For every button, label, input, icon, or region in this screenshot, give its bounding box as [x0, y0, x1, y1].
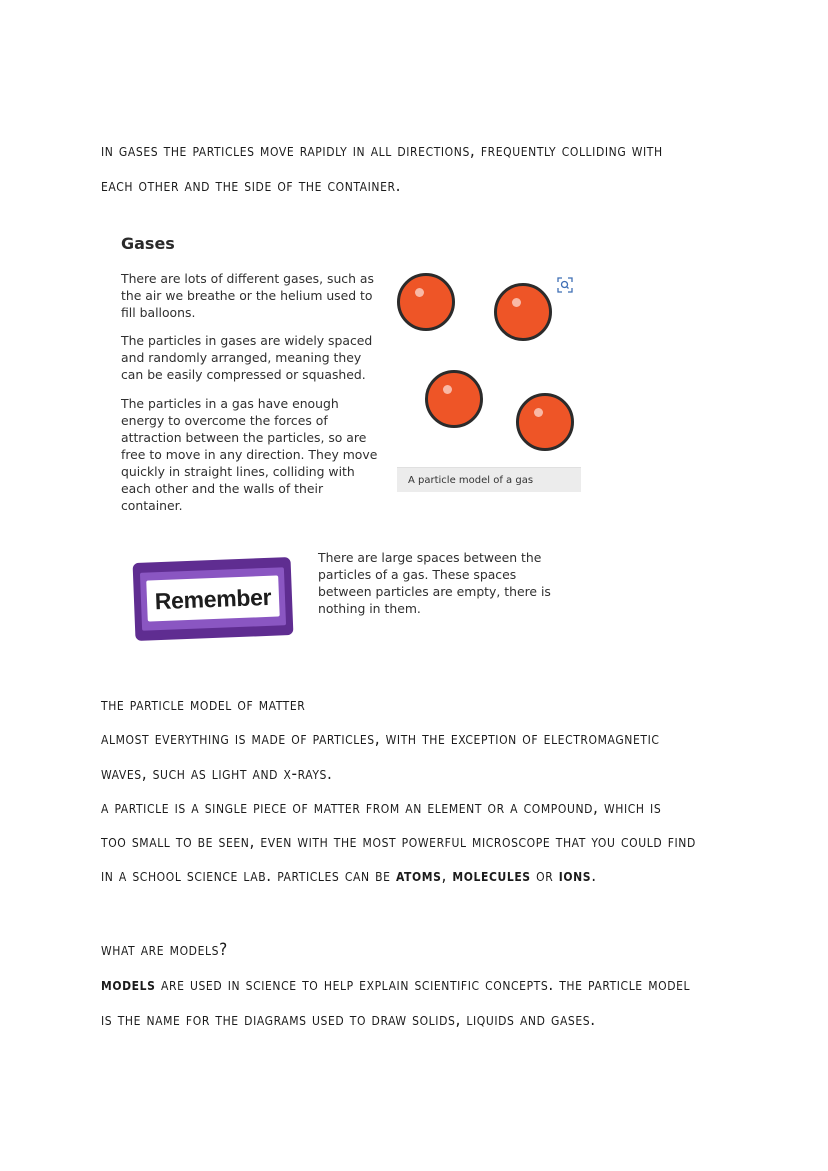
term-models: models	[101, 975, 156, 995]
gases-panel-title: Gases	[121, 234, 175, 253]
particle-model-line-4: too small to be seen, even with the most powerful microscope that you could find	[101, 832, 696, 852]
particle-model-line-2: waves, such as light and x-rays.	[101, 764, 333, 784]
line-5-text: in a school science lab. particles can be	[101, 866, 396, 886]
term-ions: ions	[558, 866, 592, 886]
gas-particle	[494, 283, 552, 341]
models-heading: what are models?	[101, 940, 228, 960]
zoom-icon[interactable]	[557, 277, 573, 293]
diagram-caption: A particle model of a gas	[397, 467, 581, 492]
models-line-2: is the name for the diagrams used to draw solids, liquids and gases.	[101, 1010, 596, 1030]
models-line-1	[101, 973, 690, 997]
remember-text: There are large spaces between the particles of a gas. These spaces between particles are empty, there is nothing in them.	[318, 550, 551, 616]
full-stop: .	[591, 866, 597, 886]
particle-model-heading: the particle model of matter	[101, 695, 306, 715]
conjunction: or	[530, 866, 559, 886]
intro-line-2: each other and the side of the container.	[101, 176, 402, 196]
intro-line-1: in gases the particles move rapidly in all directions, frequently colliding with	[101, 141, 663, 161]
term-atoms: atoms	[395, 866, 442, 886]
gases-paragraph-1: There are lots of different gases, such as the air we breathe or the helium used to fill balloons.	[121, 271, 374, 320]
models-line-1-rest: are used in science to help explain scientific concepts. the particle model	[155, 975, 691, 995]
gases-paragraph-3: The particles in a gas have enough energy to overcome the forces of attraction between the particles, so are free to move in any direction. They move quickly in straight lines, colliding with each other and the walls of their container.	[121, 396, 378, 513]
remember-badge-label: Remember	[146, 575, 279, 621]
particle-model-line-5	[101, 864, 597, 888]
gas-particle	[425, 370, 483, 428]
particle-model-line-3: a particle is a single piece of matter from an element or a compound, which is	[101, 798, 662, 818]
term-molecules: molecules	[452, 866, 531, 886]
separator: ,	[441, 866, 453, 886]
gases-paragraph-2: The particles in gases are widely spaced and randomly arranged, meaning they can be easily compressed or squashed.	[121, 333, 373, 382]
particle-model-line-1: almost everything is made of particles, with the exception of electromagnetic	[101, 729, 660, 749]
remember-badge	[133, 557, 294, 641]
gas-particle	[516, 393, 574, 451]
gas-particle	[397, 273, 455, 331]
